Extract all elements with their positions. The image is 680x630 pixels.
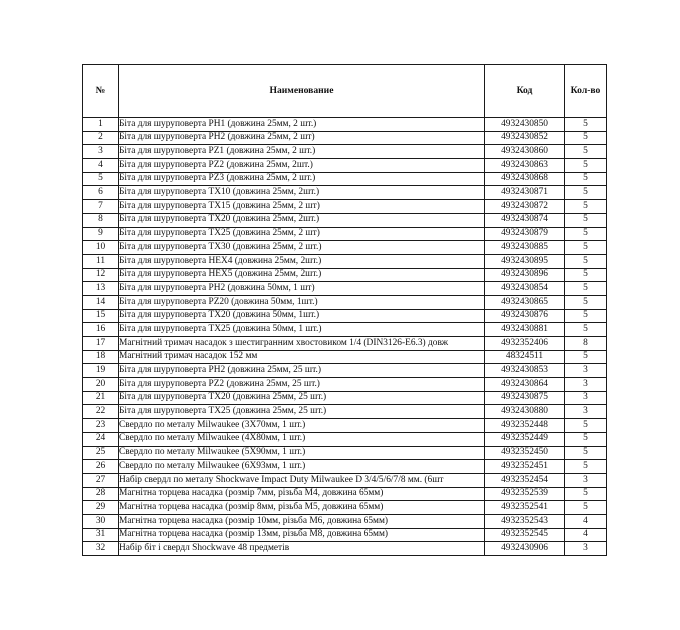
row-number: 31 bbox=[83, 528, 119, 542]
table-row bbox=[83, 487, 607, 501]
row-number: 30 bbox=[83, 514, 119, 528]
row-code: 4932430874 bbox=[485, 213, 565, 227]
row-quantity: 3 bbox=[565, 542, 607, 556]
row-quantity: 5 bbox=[565, 200, 607, 214]
table-row bbox=[83, 460, 607, 474]
table-row bbox=[83, 268, 607, 282]
row-name: Магнітна торцева насадка (розмір 7мм, різьба М4, довжина 65мм) bbox=[119, 487, 485, 501]
row-code: 4932430875 bbox=[485, 391, 565, 405]
row-code: 4932352454 bbox=[485, 473, 565, 487]
row-code: 4932352451 bbox=[485, 460, 565, 474]
row-code: 4932352448 bbox=[485, 419, 565, 433]
row-name: Біта для шуруповерта TX20 (довжина 25мм, 25 шт.) bbox=[119, 391, 485, 405]
table-row bbox=[83, 131, 607, 145]
row-code: 4932430865 bbox=[485, 295, 565, 309]
row-quantity: 3 bbox=[565, 391, 607, 405]
row-number: 20 bbox=[83, 378, 119, 392]
row-quantity: 5 bbox=[565, 432, 607, 446]
row-code: 4932430879 bbox=[485, 227, 565, 241]
row-number: 26 bbox=[83, 460, 119, 474]
row-quantity: 5 bbox=[565, 501, 607, 515]
row-name: Біта для шуруповерта PH2 (довжина 25мм, 25 шт.) bbox=[119, 364, 485, 378]
row-name: Біта для шуруповерта TX25 (довжина 25мм, 2 шт) bbox=[119, 227, 485, 241]
table-row bbox=[83, 309, 607, 323]
row-code: 4932430876 bbox=[485, 309, 565, 323]
row-quantity: 4 bbox=[565, 528, 607, 542]
row-number: 1 bbox=[83, 118, 119, 132]
row-number: 23 bbox=[83, 419, 119, 433]
row-code: 4932430896 bbox=[485, 268, 565, 282]
header-code: Код bbox=[485, 65, 565, 118]
row-code: 4932430863 bbox=[485, 159, 565, 173]
row-quantity: 3 bbox=[565, 378, 607, 392]
row-quantity: 5 bbox=[565, 350, 607, 364]
row-name: Свердло по металу Milwaukee (3Х70мм, 1 шт.) bbox=[119, 419, 485, 433]
row-number: 24 bbox=[83, 432, 119, 446]
table-row bbox=[83, 405, 607, 419]
row-number: 15 bbox=[83, 309, 119, 323]
row-quantity: 5 bbox=[565, 159, 607, 173]
row-number: 3 bbox=[83, 145, 119, 159]
row-quantity: 5 bbox=[565, 446, 607, 460]
row-code: 4932430872 bbox=[485, 200, 565, 214]
row-quantity: 5 bbox=[565, 131, 607, 145]
header-row bbox=[83, 65, 607, 118]
row-code: 4932430880 bbox=[485, 405, 565, 419]
row-name: Набір свердл по металу Shockwave Impact Duty Milwaukee D 3/4/5/6/7/8 мм. (6шт bbox=[119, 473, 485, 487]
row-quantity: 5 bbox=[565, 323, 607, 337]
table-row bbox=[83, 227, 607, 241]
row-code: 4932430895 bbox=[485, 254, 565, 268]
table-row bbox=[83, 172, 607, 186]
row-code: 4932352545 bbox=[485, 528, 565, 542]
row-quantity: 5 bbox=[565, 487, 607, 501]
table-row bbox=[83, 323, 607, 337]
row-quantity: 5 bbox=[565, 227, 607, 241]
row-quantity: 3 bbox=[565, 473, 607, 487]
row-quantity: 5 bbox=[565, 118, 607, 132]
row-code: 4932430853 bbox=[485, 364, 565, 378]
row-number: 29 bbox=[83, 501, 119, 515]
row-name: Біта для шуруповерта TX10 (довжина 25мм, 2шт.) bbox=[119, 186, 485, 200]
row-name: Біта для шуруповерта TX20 (довжина 50мм, 1шт.) bbox=[119, 309, 485, 323]
row-name: Магнітна торцева насадка (розмір 8мм, різьба М5, довжина 65мм) bbox=[119, 501, 485, 515]
row-code: 4932352539 bbox=[485, 487, 565, 501]
table-row bbox=[83, 213, 607, 227]
table-row bbox=[83, 501, 607, 515]
row-name: Набір біт і свердл Shockwave 48 предметів bbox=[119, 542, 485, 556]
header-number: № bbox=[83, 65, 119, 118]
row-quantity: 5 bbox=[565, 213, 607, 227]
table-row bbox=[83, 528, 607, 542]
row-quantity: 5 bbox=[565, 460, 607, 474]
row-number: 17 bbox=[83, 337, 119, 351]
table-row bbox=[83, 145, 607, 159]
table-row bbox=[83, 542, 607, 556]
row-number: 32 bbox=[83, 542, 119, 556]
row-quantity: 5 bbox=[565, 145, 607, 159]
row-name: Біта для шуруповерта TX15 (довжина 25мм, 2 шт) bbox=[119, 200, 485, 214]
row-name: Свердло по металу Milwaukee (6Х93мм, 1 шт.) bbox=[119, 460, 485, 474]
row-quantity: 3 bbox=[565, 364, 607, 378]
row-number: 10 bbox=[83, 241, 119, 255]
row-quantity: 3 bbox=[565, 405, 607, 419]
table-header bbox=[83, 65, 607, 118]
row-quantity: 5 bbox=[565, 254, 607, 268]
row-quantity: 5 bbox=[565, 268, 607, 282]
row-quantity: 5 bbox=[565, 172, 607, 186]
row-code: 4932430885 bbox=[485, 241, 565, 255]
table-body bbox=[83, 118, 607, 556]
row-number: 13 bbox=[83, 282, 119, 296]
row-number: 9 bbox=[83, 227, 119, 241]
row-quantity: 5 bbox=[565, 295, 607, 309]
table-row bbox=[83, 118, 607, 132]
row-quantity: 5 bbox=[565, 419, 607, 433]
row-number: 2 bbox=[83, 131, 119, 145]
row-code: 4932430850 bbox=[485, 118, 565, 132]
row-number: 7 bbox=[83, 200, 119, 214]
row-quantity: 5 bbox=[565, 282, 607, 296]
row-number: 6 bbox=[83, 186, 119, 200]
table-row bbox=[83, 364, 607, 378]
row-name: Біта для шуруповерта HEX5 (довжина 25мм, 2шт.) bbox=[119, 268, 485, 282]
row-number: 21 bbox=[83, 391, 119, 405]
table-row bbox=[83, 473, 607, 487]
header-name: Наименование bbox=[119, 65, 485, 118]
table-row bbox=[83, 254, 607, 268]
row-number: 11 bbox=[83, 254, 119, 268]
row-name: Магнітна торцева насадка (розмір 13мм, різьба М8, довжина 65мм) bbox=[119, 528, 485, 542]
row-quantity: 8 bbox=[565, 337, 607, 351]
row-code: 4932352541 bbox=[485, 501, 565, 515]
row-name: Свердло по металу Milwaukee (5Х90мм, 1 шт.) bbox=[119, 446, 485, 460]
row-number: 22 bbox=[83, 405, 119, 419]
row-quantity: 5 bbox=[565, 186, 607, 200]
row-name: Магнітний тримач насадок 152 мм bbox=[119, 350, 485, 364]
row-number: 8 bbox=[83, 213, 119, 227]
row-number: 16 bbox=[83, 323, 119, 337]
row-name: Біта для шуруповерта PZ2 (довжина 25мм, 2шт.) bbox=[119, 159, 485, 173]
table-row bbox=[83, 350, 607, 364]
row-code: 4932430868 bbox=[485, 172, 565, 186]
table-row bbox=[83, 186, 607, 200]
row-name: Біта для шуруповерта HEX4 (довжина 25мм, 2шт.) bbox=[119, 254, 485, 268]
row-quantity: 5 bbox=[565, 241, 607, 255]
table-row bbox=[83, 337, 607, 351]
table-row bbox=[83, 295, 607, 309]
row-name: Біта для шуруповерта TX25 (довжина 25мм, 25 шт.) bbox=[119, 405, 485, 419]
row-code: 4932430852 bbox=[485, 131, 565, 145]
row-name: Біта для шуруповерта PZ20 (довжина 50мм, 1шт.) bbox=[119, 295, 485, 309]
row-name: Магнітний тримач насадок з шестигранним хвостовиком 1/4 (DIN3126-E6.3) довж bbox=[119, 337, 485, 351]
row-name: Біта для шуруповерта PH1 (довжина 25мм, 2 шт.) bbox=[119, 118, 485, 132]
row-name: Біта для шуруповерта PZ1 (довжина 25мм, 2 шт.) bbox=[119, 145, 485, 159]
row-name: Біта для шуруповерта TX20 (довжина 25мм, 2шт.) bbox=[119, 213, 485, 227]
row-name: Магнітна торцева насадка (розмір 10мм, різьба М6, довжина 65мм) bbox=[119, 514, 485, 528]
row-code: 48324511 bbox=[485, 350, 565, 364]
product-table bbox=[82, 64, 607, 556]
table-row bbox=[83, 282, 607, 296]
table-row bbox=[83, 241, 607, 255]
table-row bbox=[83, 446, 607, 460]
row-name: Біта для шуруповерта PZ2 (довжина 25мм, 25 шт.) bbox=[119, 378, 485, 392]
table-row bbox=[83, 419, 607, 433]
row-number: 5 bbox=[83, 172, 119, 186]
row-number: 14 bbox=[83, 295, 119, 309]
row-number: 12 bbox=[83, 268, 119, 282]
header-quantity: Кол-во bbox=[565, 65, 607, 118]
table-row bbox=[83, 432, 607, 446]
row-name: Біта для шуруповерта PH2 (довжина 25мм, 2 шт) bbox=[119, 131, 485, 145]
row-code: 4932352449 bbox=[485, 432, 565, 446]
table-row bbox=[83, 514, 607, 528]
row-code: 4932352406 bbox=[485, 337, 565, 351]
row-code: 4932430871 bbox=[485, 186, 565, 200]
row-code: 4932430864 bbox=[485, 378, 565, 392]
row-code: 4932430906 bbox=[485, 542, 565, 556]
row-code: 4932430854 bbox=[485, 282, 565, 296]
row-name: Свердло по металу Milwaukee (4Х80мм, 1 шт.) bbox=[119, 432, 485, 446]
row-code: 4932430881 bbox=[485, 323, 565, 337]
row-name: Біта для шуруповерта PZ3 (довжина 25мм, 2 шт.) bbox=[119, 172, 485, 186]
row-code: 4932430860 bbox=[485, 145, 565, 159]
row-number: 18 bbox=[83, 350, 119, 364]
row-name: Біта для шуруповерта TX25 (довжина 50мм, 1 шт.) bbox=[119, 323, 485, 337]
table-row bbox=[83, 391, 607, 405]
row-name: Біта для шуруповерта PH2 (довжина 50мм, 1 шт) bbox=[119, 282, 485, 296]
row-number: 19 bbox=[83, 364, 119, 378]
row-number: 4 bbox=[83, 159, 119, 173]
table-row bbox=[83, 378, 607, 392]
table-row bbox=[83, 159, 607, 173]
row-quantity: 4 bbox=[565, 514, 607, 528]
row-number: 28 bbox=[83, 487, 119, 501]
row-code: 4932352450 bbox=[485, 446, 565, 460]
row-name: Біта для шуруповерта TX30 (довжина 25мм, 2 шт.) bbox=[119, 241, 485, 255]
table-row bbox=[83, 200, 607, 214]
row-quantity: 5 bbox=[565, 309, 607, 323]
row-number: 27 bbox=[83, 473, 119, 487]
row-code: 4932352543 bbox=[485, 514, 565, 528]
row-number: 25 bbox=[83, 446, 119, 460]
